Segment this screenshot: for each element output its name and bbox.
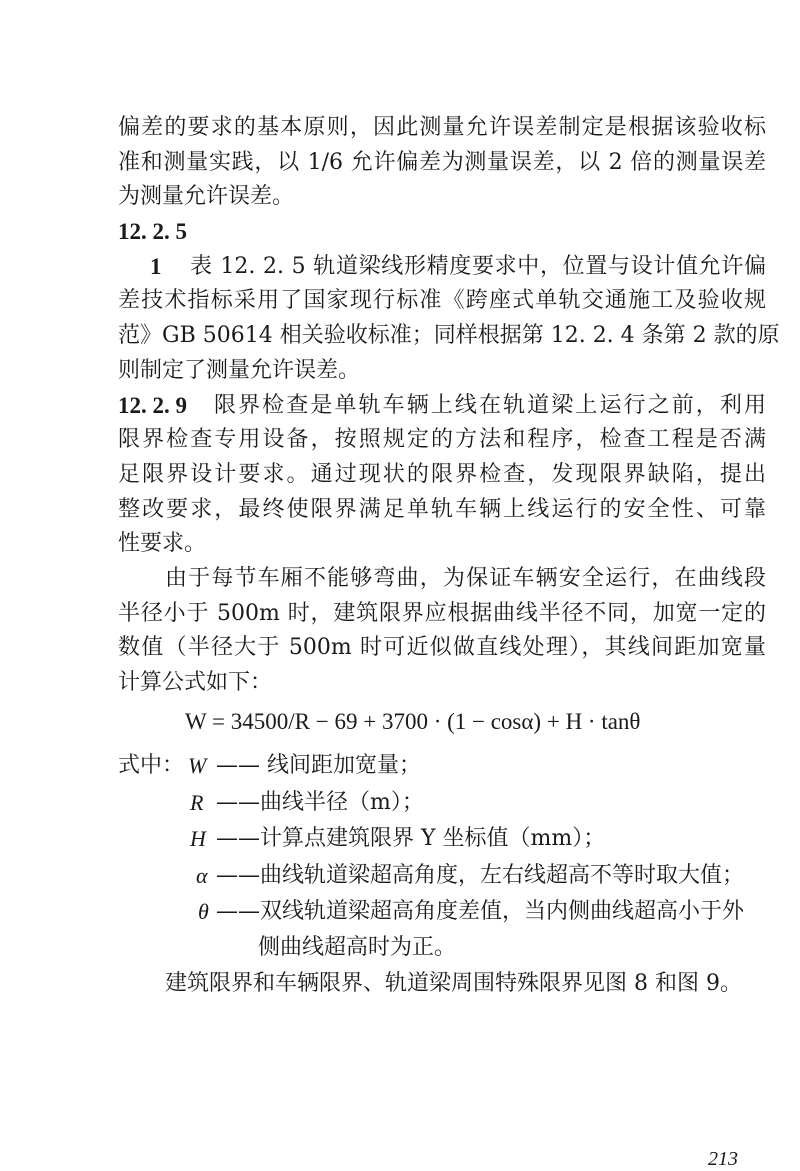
text-line: 范》GB 50614 相关验收标准；同样根据第 12. 2. 4 条第 2 款的原 — [118, 323, 780, 348]
text-line: 性要求。 — [118, 531, 207, 556]
text-line: 由于每节车厢不能够弯曲，为保证车辆安全运行，在曲线段 — [165, 566, 766, 591]
text-line: 则制定了测量允许误差。 — [118, 358, 361, 383]
definition: ——双线轨道梁超高角度差值，当内侧曲线超高小于外 — [216, 899, 745, 924]
text-line: 偏差的要求的基本原则，因此测量允许误差制定是根据该验收标 — [118, 115, 766, 140]
definition-continuation: 侧曲线超高时为正。 — [258, 935, 457, 960]
definition: —— 线间距加宽量； — [216, 753, 421, 778]
section-heading: 12. 2. 9 — [118, 393, 187, 418]
formula: W = 34500/R − 69 + 3700 · (1 − cosα) + H · tanθ — [185, 709, 641, 734]
symbol: R — [190, 790, 204, 815]
definition: ——曲线半径（m）； — [216, 790, 424, 815]
text-line: 足限界设计要求。通过现状的限界检查，发现限界缺陷，提出 — [118, 462, 766, 487]
text-line: 表 12. 2. 5 轨道梁线形精度要求中，位置与设计值允许偏 — [190, 254, 766, 279]
definition: ——计算点建筑限界 Y 坐标值（mm）； — [216, 826, 606, 851]
text-line: 整改要求，最终使限界满足单轨车辆上线运行的安全性、可靠 — [118, 497, 766, 522]
text-line: 半径小于 500m 时，建筑限界应根据曲线半径不同，加宽一定的 — [118, 601, 766, 626]
symbol: H — [190, 826, 206, 851]
text-line: 建筑限界和车辆限界、轨道梁周围特殊限界见图 8 和图 9。 — [165, 971, 742, 996]
text-line: 准和测量实践，以 1/6 允许偏差为测量误差，以 2 倍的测量误差 — [118, 150, 766, 175]
text-line: 差技术指标采用了国家现行标准《跨座式单轨交通施工及验收规 — [118, 288, 766, 313]
section-heading: 12. 2. 5 — [118, 219, 187, 244]
page-number: 213 — [708, 1148, 738, 1170]
symbol: W — [188, 753, 207, 778]
symbol: θ — [198, 899, 209, 924]
definition: ——曲线轨道梁超高角度，左右线超高不等时取大值； — [216, 863, 745, 888]
text-line: 数值（半径大于 500m 时可近似做直线处理），其线间距加宽量 — [118, 635, 766, 660]
item-number: 1 — [150, 254, 162, 279]
symbol: α — [196, 863, 208, 888]
text-line: 为测量允许误差。 — [118, 184, 295, 209]
where-label: 式中： — [118, 753, 185, 778]
text-line: 计算公式如下： — [118, 670, 273, 695]
text-line: 限界检查是单轨车辆上线在轨道梁上运行之前，利用 — [214, 393, 766, 418]
text-line: 限界检查专用设备，按照规定的方法和程序，检查工程是否满 — [118, 427, 766, 452]
